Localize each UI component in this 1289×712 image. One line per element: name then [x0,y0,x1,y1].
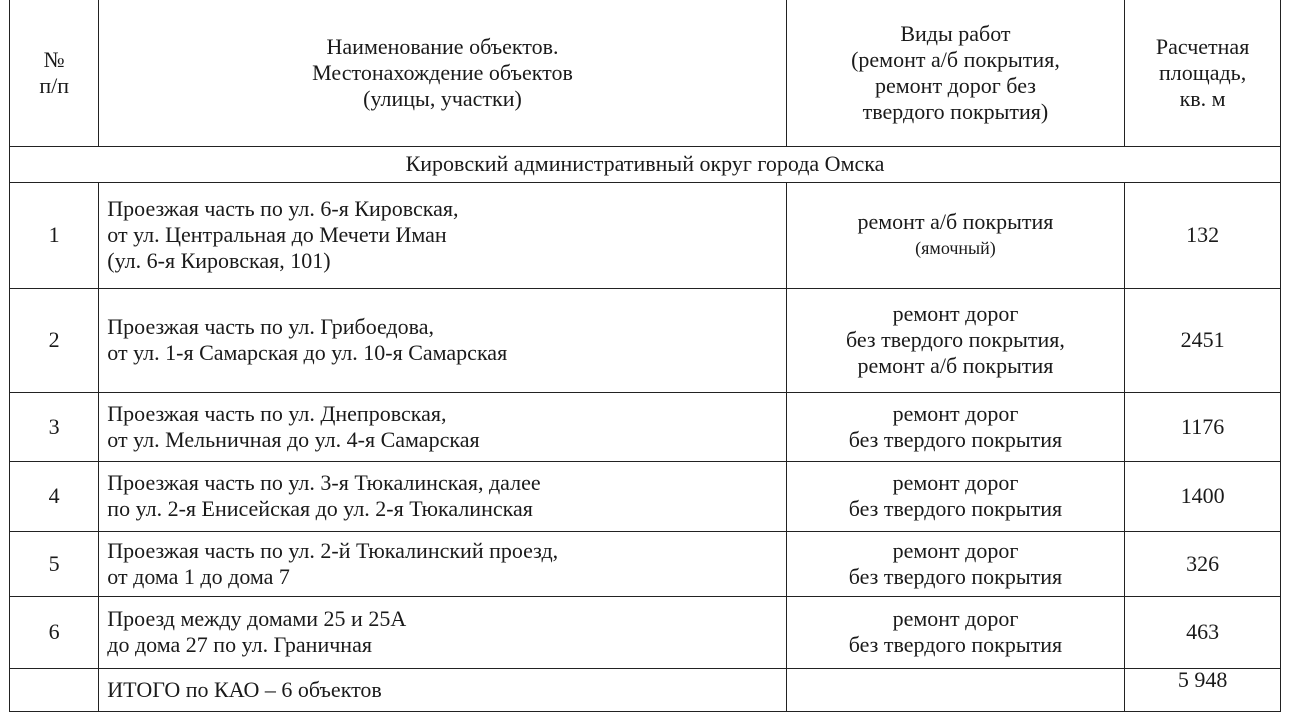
row-name-line: до дома 27 по ул. Граничная [107,632,372,657]
header-area-line: площадь, [1159,59,1247,85]
row-area: 132 [1125,182,1281,288]
row-name-line: Проезжая часть по ул. Днепровская, [107,400,447,426]
row-area: 2451 [1125,288,1281,392]
table-row [10,182,1281,288]
table-row [10,596,1281,668]
row-num: 6 [10,596,99,668]
row-name-line: от дома 1 до дома 7 [107,563,290,589]
total-work-empty [786,668,1125,711]
table-row [10,392,1281,461]
row-work-line: без твердого покрытия [848,496,1063,521]
row-work-line: без твердого покрытия, [846,327,1065,352]
row-area: 1400 [1125,461,1281,531]
header-work-line: Виды работ [900,20,1011,46]
table-row [10,531,1281,596]
row-work [786,182,1125,288]
row-work-line: (ямочный) [915,238,996,258]
section-row [10,146,1281,182]
row-area: 1176 [1125,392,1281,461]
total-area: 5 948 [1125,668,1281,711]
total-row [10,668,1281,711]
row-name-line: Проезд между домами 25 и 25А [107,606,407,631]
row-work [786,392,1125,461]
row-name-line: Проезжая часть по ул. 6-я Кировская, [107,196,459,221]
works-table [9,0,1281,712]
row-name-line: от ул. 1-я Самарская до ул. 10-я Самарская [107,340,508,365]
row-work-line: без твердого покрытия [848,426,1063,452]
section-title: Кировский административный округ города Омска [10,146,1281,182]
header-work-line: (ремонт а/б покрытия, [851,46,1060,72]
table-row [10,461,1281,531]
header-num-line: п/п [39,72,69,98]
row-work-line: ремонт дорог [892,470,1019,495]
header-area-line: кв. м [1179,85,1226,111]
header-work [786,0,1125,146]
row-name [99,596,786,668]
total-label: ИТОГО по КАО – 6 объектов [99,668,786,711]
row-name-line: Проезжая часть по ул. Грибоедова, [107,314,434,339]
table-row [10,288,1281,392]
row-name [99,392,786,461]
header-name-line: Местонахождение объектов [312,59,573,85]
row-num: 5 [10,531,99,596]
row-work [786,461,1125,531]
header-work-line: твердого покрытия) [862,98,1049,124]
row-area: 326 [1125,531,1281,596]
row-work-line: без твердого покрытия [848,563,1063,589]
header-num-line: № [43,46,65,72]
row-area: 463 [1125,596,1281,668]
header-name-line: Наименование объектов. [326,33,559,59]
row-name-line: от ул. Центральная до Мечети Иман [107,222,447,247]
row-work-line: ремонт а/б покрытия [857,209,1054,234]
row-work-line: ремонт дорог [892,301,1019,326]
header-work-line: ремонт дорог без [875,72,1036,98]
row-work-line: ремонт дорог [892,537,1019,563]
table-header-row [10,0,1281,146]
row-work-line: ремонт дорог [892,400,1019,426]
row-work-line: ремонт дорог [892,606,1019,631]
row-name [99,461,786,531]
row-num: 1 [10,182,99,288]
row-name-line: (ул. 6-я Кировская, 101) [107,248,331,273]
row-name [99,182,786,288]
row-work [786,596,1125,668]
row-name-line: Проезжая часть по ул. 2-й Тюкалинский проезд, [107,537,559,563]
row-name-line: Проезжая часть по ул. 3-я Тюкалинская, далее [107,470,541,495]
header-name-line: (улицы, участки) [363,85,522,111]
row-name [99,531,786,596]
row-name-line: по ул. 2-я Енисейская до ул. 2-я Тюкалинская [107,496,533,521]
header-area-line: Расчетная [1155,33,1250,59]
header-area [1125,0,1281,146]
header-name [99,0,786,146]
row-num: 4 [10,461,99,531]
row-num: 3 [10,392,99,461]
row-num: 2 [10,288,99,392]
row-name-line: от ул. Мельничная до ул. 4-я Самарская [107,426,480,452]
header-num [10,0,99,146]
total-num-empty [10,668,99,711]
row-work-line: без твердого покрытия [848,632,1063,657]
row-name [99,288,786,392]
row-work [786,531,1125,596]
row-work [786,288,1125,392]
row-work-line: ремонт а/б покрытия [857,353,1054,378]
